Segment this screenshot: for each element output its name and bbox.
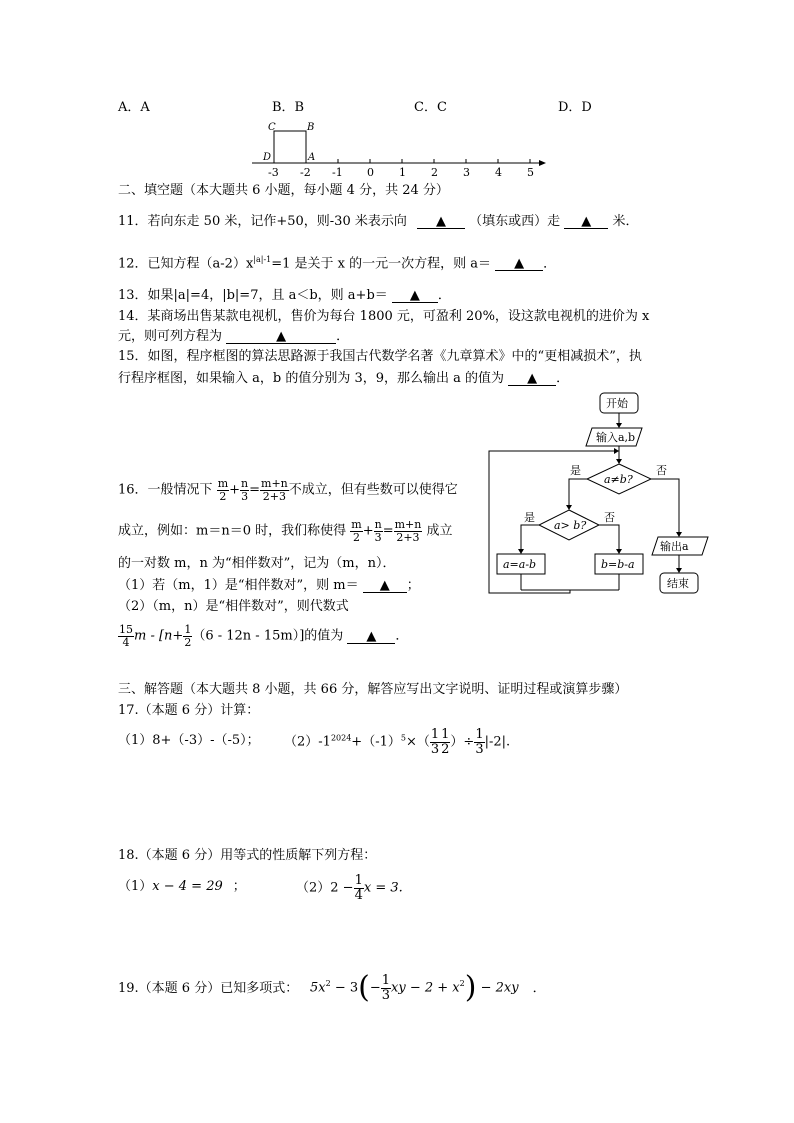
q18-title: 18.（本题 6 分）用等式的性质解下列方程： [118, 848, 377, 863]
q19-e1: 5x [310, 980, 326, 996]
option-c: C．C [414, 100, 447, 115]
q14-line1: 14．某商场出售某款电视机，售价为每台 1800 元，可盈利 20%，设这款电视机的进价为 x [118, 309, 650, 324]
q17-part2 [284, 728, 510, 756]
q19-fn: 1 [381, 972, 391, 988]
frac2-m: m [351, 518, 362, 531]
flow-cond2: a> b? [554, 519, 587, 532]
q19-e4: xy − 2 + x [391, 980, 460, 996]
number-line-figure [250, 118, 550, 180]
question-11 [118, 215, 638, 229]
square [274, 131, 306, 163]
label-b: B [307, 122, 315, 133]
q13-blank: ▲ [392, 289, 438, 303]
tick-label: -3 [268, 166, 279, 179]
q17-part1: （1）8+（-3）-（-5）； [118, 733, 260, 748]
q19-sq2: 2 [459, 979, 465, 989]
q16-line2: 成立，例如：m＝n＝0 时，我们称使得 $\frac{m}{2}$ + $\frac{n}{3}$ = $\frac{m+n}{2+3}$ 成立 [118, 518, 453, 544]
flow-output: 输出a [660, 540, 689, 553]
q11-blank2: ▲ [564, 215, 608, 229]
q18-p1: （1） [118, 879, 153, 894]
q17-p2c: ×（ [405, 734, 430, 750]
frac-23: 2+3 [262, 489, 286, 503]
q18-fn: 1 [354, 873, 363, 888]
question-15-line2 [118, 372, 569, 386]
label-d: D [263, 152, 272, 163]
flow-yes2: 是 [524, 511, 535, 524]
q16-text2a: 成立，例如：m＝n＝0 时，我们称使得 [118, 523, 347, 539]
q16-part2: （2）（m，n）是“相伴数对”，则代数式 [118, 599, 349, 614]
q11-text2: （填东或西）走 [469, 214, 561, 229]
q12-text3: ． [543, 256, 557, 272]
q15-blank: ▲ [508, 372, 556, 386]
flow-no2: 否 [604, 511, 615, 524]
tick-label: -1 [332, 166, 343, 179]
q17-f2d: 2 [441, 741, 450, 757]
question-14-line2 [118, 330, 349, 344]
q17-f3n: 1 [475, 727, 484, 742]
flow-input: 输入a,b [596, 431, 636, 444]
q11-blank1: ▲ [417, 215, 465, 229]
q19-rparen: ) [464, 970, 477, 1005]
q18-eq1: x − 4 = 29 [152, 879, 223, 894]
frac2-23: 2+3 [396, 530, 420, 544]
option-b: B．B [272, 100, 305, 115]
flowchart [486, 390, 716, 600]
q16-intro: 16．一般情况下 [118, 482, 213, 498]
tick-label: -2 [300, 166, 311, 179]
frac-1: 1 [184, 623, 192, 636]
section2-title: 二、填空题（本大题共 6 小题，每小题 4 分，共 24 分） [118, 183, 449, 198]
q19-title: 19.（本题 6 分）已知多项式： [118, 981, 299, 996]
flow-right: b=b-a [601, 558, 635, 571]
q17-p2e: |-2|. [484, 734, 511, 750]
q14-blank: ▲ [226, 330, 336, 344]
tick-label: 1 [399, 166, 406, 179]
q16-expr-a: m - [n+ [134, 628, 184, 644]
q18-p2: （2） [296, 880, 331, 896]
q15-text: 行程序框图，如果输入 a，b 的值分别为 3，9，那么输出 a 的值为 [118, 371, 505, 386]
q18-eq2a: 2 − [330, 880, 354, 896]
q12-text1: 12．已知方程（a-2）x [118, 256, 254, 272]
q16-part1-blank: ▲ [363, 579, 407, 593]
frac-2: 2 [219, 489, 227, 503]
q17-exp2: 5 [400, 733, 406, 743]
q17-p2a: （2）-1 [284, 734, 331, 750]
frac-2b: 2 [184, 635, 192, 649]
q19-e5: − 2xy [476, 980, 519, 996]
q19-sq1: 2 [325, 979, 331, 989]
q18-part2 [296, 874, 403, 902]
q16-line1: 16．一般情况下 $\frac{m}{2}$ + $\frac{n}{3}$ = $\frac{m+n}{2+3}$ 不成立，但有些数可以使得它 [118, 477, 458, 503]
q19-lparen: ( [358, 970, 370, 1005]
q17-p2b: +（-1） [351, 734, 401, 750]
label-c: C [268, 122, 276, 133]
q18-eq2b: x = 3. [363, 880, 403, 896]
q19-expression [310, 970, 546, 1005]
frac-m: m [217, 477, 229, 490]
q16-part2-end: ． [395, 628, 409, 644]
q18-fd: 4 [354, 887, 363, 903]
q13-text2: ． [437, 288, 451, 303]
frac-n: n [241, 477, 249, 490]
q16-text1b: 不成立，但有些数可以使得它 [288, 482, 458, 498]
q17-exp1: 2024 [330, 733, 352, 743]
q16-line3: 的一对数 m，n 为“相伴数对”，记为（m，n）． [118, 556, 396, 571]
q17-f1d: 3 [430, 741, 440, 757]
q19-fd: 3 [381, 987, 391, 1003]
q12-text2: =1 是关于 x 的一元一次方程，则 a＝ [271, 256, 492, 272]
frac-4: 4 [122, 635, 130, 649]
question-13 [118, 289, 451, 303]
q17-f2n: 1 [441, 727, 450, 742]
question-12 [118, 256, 556, 271]
q11-text3: 米． [612, 214, 639, 229]
frac2-mn: m+n [394, 518, 422, 531]
frac2-3: 3 [374, 530, 382, 544]
frac-3: 3 [241, 489, 249, 503]
q17-f3d: 3 [475, 741, 484, 757]
tick-label: 5 [527, 166, 534, 179]
option-a: A．A [118, 100, 150, 115]
frac2-n: n [374, 518, 382, 531]
q16-text2b: 成立 [426, 523, 453, 539]
tick-label: 0 [367, 166, 374, 179]
option-d: D．D [558, 100, 592, 115]
tick-label: 2 [431, 166, 438, 179]
section3-title: 三、解答题（本大题共 8 小题，共 66 分，解答应写出文字说明、证明过程或演算步骤） [118, 682, 628, 697]
flow-yes1: 是 [570, 464, 581, 477]
q11-text1: 11．若向东走 50 米，记作+50，则-30 米表示向 [118, 214, 407, 229]
flow-cond1: a≠b? [604, 473, 633, 486]
frac-mn: m+n [261, 477, 288, 490]
flow-end: 结束 [667, 577, 689, 590]
q18-part1 [118, 880, 246, 893]
q16-part1 [118, 579, 420, 593]
q15-end: ． [556, 371, 570, 386]
q16-part2-blank: ▲ [347, 630, 395, 644]
tick-label: 4 [495, 166, 502, 179]
frac-15: 15 [119, 623, 133, 636]
q16-part1-end: ； [406, 578, 420, 593]
flow-start: 开始 [606, 397, 628, 410]
label-a: A [308, 152, 316, 163]
q17-title: 17.（本题 6 分）计算： [118, 703, 260, 718]
q19-e2: − 3 [330, 980, 359, 996]
tick-label: 3 [463, 166, 470, 179]
q17-f1n: 1 [430, 727, 440, 742]
q16-part1-text: （1）若（m，1）是“相伴数对”，则 m＝ [118, 578, 359, 593]
q15-line1: 15．如图，程序框图的算法思路源于我国古代数学名著《九章算术》中的“更相减损术”，执 [118, 349, 642, 364]
q13-text1: 13．如果|a|=4，|b|=7，且 a＜b，则 a+b＝ [118, 288, 388, 303]
q14-text: 元，则可列方程为 [118, 329, 223, 344]
q19-end: ． [532, 980, 546, 996]
q12-exponent: |a|-1 [253, 255, 272, 264]
frac2-2: 2 [352, 530, 360, 544]
flow-no1: 否 [656, 464, 667, 477]
axis-arrow [539, 160, 546, 166]
q17-p2d: ）÷ [450, 734, 475, 750]
q16-expr-b: （6 - 12n - 15m）]的值为 [192, 628, 344, 644]
q16-part2-expr [118, 624, 408, 648]
q14-end: ． [336, 329, 350, 344]
flow-left: a=a-b [503, 558, 537, 571]
q18-p1end: ； [232, 879, 246, 894]
q19-e3: − [369, 980, 381, 996]
q12-blank: ▲ [495, 257, 543, 271]
